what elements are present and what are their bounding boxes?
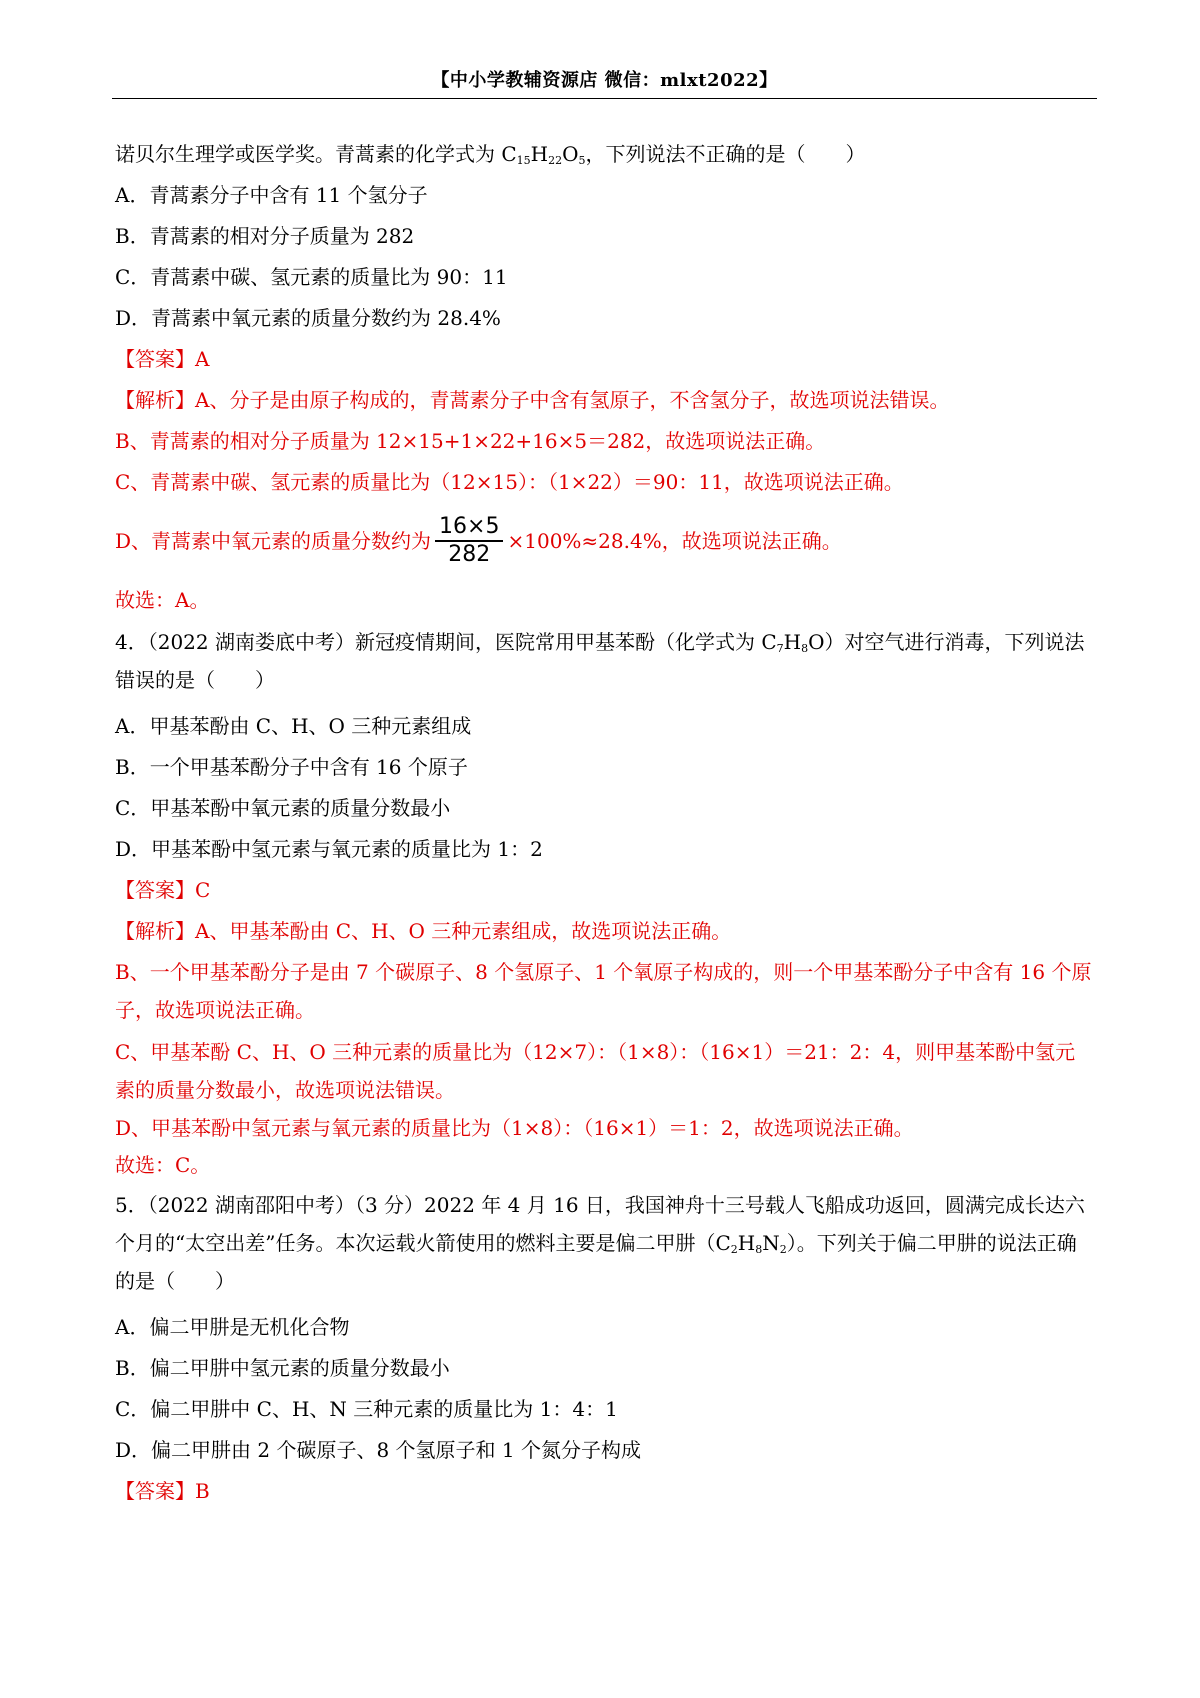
q4-conclusion: 故选：C。 — [115, 1153, 211, 1177]
q3-option-d: D．青蒿素中氧元素的质量分数约为 28.4% — [115, 306, 501, 330]
q3-conclusion: 故选：A。 — [115, 588, 210, 612]
q5-option-d: D．偏二甲肼由 2 个碳原子、8 个氢原子和 1 个氮分子构成 — [115, 1438, 641, 1462]
q3-analysis-d: D、青蒿素中氧元素的质量分数约为 $\frac{16\times 5}{282}$ ×100%≈28.4%，故选项说法正确。 — [115, 514, 842, 567]
document-body — [115, 140, 1095, 1518]
q3-answer: 【答案】A — [115, 347, 210, 371]
q4-analysis-a: 【解析】A、甲基苯酚由 C、H、O 三种元素组成，故选项说法正确。 — [115, 919, 732, 943]
header-divider — [112, 98, 1097, 99]
mass-fraction-formula: $\frac{16\times 5}{282}$ — [435, 514, 503, 568]
q3-analysis-b: B、青蒿素的相对分子质量为 12×15+1×22+16×5＝282，故选项说法正确。 — [115, 429, 826, 453]
q4-option-b: B．一个甲基苯酚分子中含有 16 个原子 — [115, 755, 468, 779]
q3-stem: 诺贝尔生理学或医学奖。青蒿素的化学式为 $C_{15}H_{22}O_5$，下列说法不正确的是（ ） — [115, 142, 866, 167]
page-header: 【中小学教辅资源店 微信：mlxt2022】 — [431, 70, 778, 91]
q4-analysis-c: C、甲基苯酚 C、H、O 三种元素的质量比为（12×7）：（1×8）：（16×1）＝21：2：4，则甲基苯酚中氢元素的质量分数最小，故选项说法错误。 — [115, 1040, 1076, 1102]
q5-option-c: C．偏二甲肼中 C、H、N 三种元素的质量比为 1：4：1 — [115, 1397, 618, 1421]
q3-analysis-c: C、青蒿素中碳、氢元素的质量比为（12×15）：（1×22）＝90：11，故选项说法正确。 — [115, 470, 904, 494]
q5-option-a: A．偏二甲肼是无机化合物 — [115, 1315, 350, 1339]
q4-option-d: D．甲基苯酚中氢元素与氧元素的质量比为 1：2 — [115, 837, 543, 861]
q3-option-b: B．青蒿素的相对分子质量为 282 — [115, 224, 415, 248]
q5-answer: 【答案】B — [115, 1479, 210, 1503]
q3-option-c: C．青蒿素中碳、氢元素的质量比为 90：11 — [115, 265, 508, 289]
q5-stem: 5．（2022 湖南邵阳中考）（3 分）2022 年 4 月 16 日，我国神舟十三号载人飞船成功返回，圆满完成长达六个月的“太空出差”任务。本次运载火箭使用的燃料主要是偏二甲肼$(C_2H_8N_2)$。下列关于偏二甲肼的说法正确的是（ ） — [115, 1193, 1085, 1293]
q4-analysis-b: B、一个甲基苯酚分子是由 7 个碳原子、8 个氢原子、1 个氧原子构成的，则一个甲基苯酚分子中含有 16 个原子，故选项说法正确。 — [115, 960, 1092, 1022]
q3-option-a: A．青蒿素分子中含有 11 个氢分子 — [115, 183, 428, 207]
q4-answer: 【答案】C — [115, 878, 211, 902]
q4-option-c: C．甲基苯酚中氧元素的质量分数最小 — [115, 796, 451, 820]
q5-option-b: B．偏二甲肼中氢元素的质量分数最小 — [115, 1356, 450, 1380]
q4-stem: 4．（2022 湖南娄底中考）新冠疫情期间，医院常用甲基苯酚（化学式为 $C_7H_8O$）对空气进行消毒，下列说法错误的是（ ） — [115, 630, 1085, 692]
q3-analysis-a: 【解析】A、分子是由原子构成的，青蒿素分子中含有氢原子，不含氢分子，故选项说法错误。 — [115, 388, 950, 412]
q4-analysis-d: D、甲基苯酚中氢元素与氧元素的质量比为（1×8）：（16×1）＝1：2，故选项说法正确。 — [115, 1116, 914, 1140]
q4-option-a: A．甲基苯酚由 C、H、O 三种元素组成 — [115, 714, 472, 738]
